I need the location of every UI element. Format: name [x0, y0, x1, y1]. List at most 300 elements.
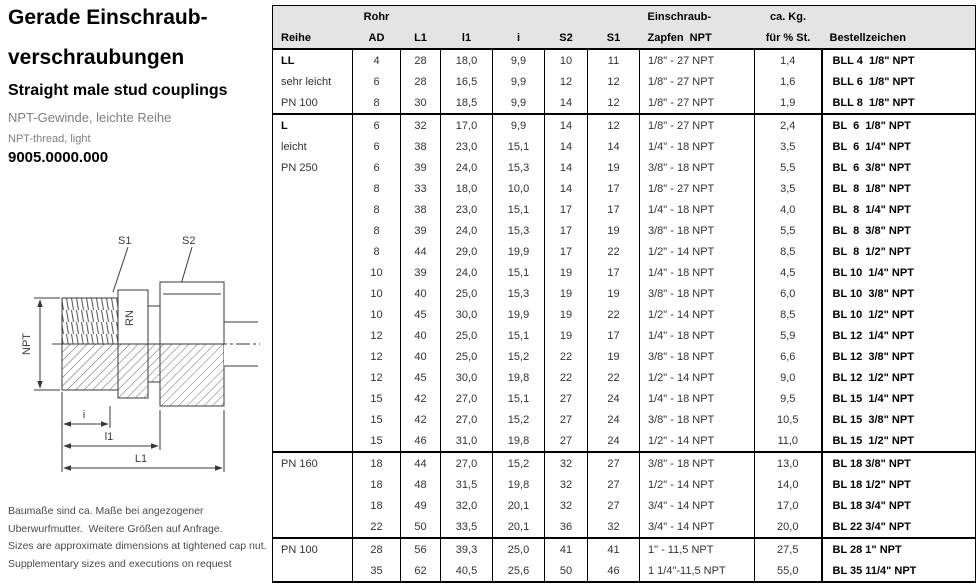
page-title-line1: Gerade Einschraub- [8, 6, 208, 29]
page-subtitle-en: Straight male stud couplings [8, 82, 228, 99]
cell-i: 20,1 [493, 495, 545, 516]
group-header-blank [822, 6, 976, 28]
drawing-dim-i: i [82, 409, 86, 421]
table-row [273, 114, 976, 136]
left-info-panel [0, 0, 272, 587]
cell-l1: 18,5 [441, 92, 493, 114]
cell-i: 9,9 [493, 114, 545, 136]
cell-l1: 30,0 [441, 304, 493, 325]
cell-L1: 40 [401, 283, 441, 304]
cell-L1: 39 [401, 262, 441, 283]
cell-L1: 28 [401, 71, 441, 92]
drawing-label-s2: S2 [182, 235, 196, 247]
cell-s1: 11 [588, 49, 640, 71]
cell-ad: 6 [353, 136, 401, 157]
table-row [273, 538, 976, 560]
cell-s1: 24 [588, 409, 640, 430]
footnote-line: Sizes are approximate dimensions at tightened cap nut. [8, 540, 267, 552]
table-row [273, 388, 976, 409]
cell-bestellzeichen: BL 10 3/8" NPT [822, 283, 976, 304]
cell-bestellzeichen: BL 15 3/8" NPT [822, 409, 976, 430]
table-row [273, 367, 976, 388]
cell-zapfen-npt: 1/8" - 27 NPT [640, 49, 755, 71]
cell-kg: 11,0 [755, 430, 822, 452]
cell-ad: 15 [353, 430, 401, 452]
footnotes [8, 503, 267, 573]
cell-bestellzeichen: BL 12 1/2" NPT [822, 367, 976, 388]
cell-reihe [273, 178, 353, 199]
cell-i: 20,1 [493, 516, 545, 538]
cell-kg: 20,0 [755, 516, 822, 538]
cell-kg: 1,9 [755, 92, 822, 114]
cell-ad: 8 [353, 241, 401, 262]
cell-ad: 10 [353, 262, 401, 283]
cell-reihe [273, 409, 353, 430]
cell-s2: 32 [545, 495, 588, 516]
column-header-l1: l1 [461, 31, 472, 44]
cell-bestellzeichen: BL 10 1/2" NPT [822, 304, 976, 325]
cell-ad: 8 [353, 220, 401, 241]
cell-s2: 10 [545, 49, 588, 71]
cell-s1: 24 [588, 430, 640, 452]
group-header-ca-kg: ca. Kg. [769, 10, 807, 23]
cell-ad: 12 [353, 346, 401, 367]
cell-i: 19,8 [493, 430, 545, 452]
table-row [273, 220, 976, 241]
cell-ad: 10 [353, 304, 401, 325]
cell-kg: 13,0 [755, 452, 822, 474]
column-header-zapfen-npt: Zapfen NPT [647, 31, 712, 44]
cell-L1: 33 [401, 178, 441, 199]
cell-s2: 14 [545, 157, 588, 178]
cell-zapfen-npt: 1/2" - 14 NPT [640, 367, 755, 388]
technical-drawing [10, 226, 262, 487]
cell-s2: 19 [545, 325, 588, 346]
cell-s1: 24 [588, 388, 640, 409]
cell-l1: 27,0 [441, 409, 493, 430]
cell-kg: 5,5 [755, 220, 822, 241]
column-header-s2: S2 [559, 31, 573, 44]
cell-l1: 39,3 [441, 538, 493, 560]
cell-i: 15,1 [493, 325, 545, 346]
cell-l1: 31,0 [441, 430, 493, 452]
cell-s1: 14 [588, 136, 640, 157]
column-header-i: i [516, 31, 521, 44]
cell-bestellzeichen: BL 6 1/8" NPT [822, 114, 976, 136]
cell-kg: 27,5 [755, 538, 822, 560]
cell-bestellzeichen: BL 18 1/2" NPT [822, 474, 976, 495]
cell-i: 9,9 [493, 49, 545, 71]
cell-L1: 30 [401, 92, 441, 114]
cell-L1: 28 [401, 49, 441, 71]
cell-zapfen-npt: 3/8" - 18 NPT [640, 452, 755, 474]
cell-kg: 6,6 [755, 346, 822, 367]
footnote-line: Supplementary sizes and executions on request [8, 557, 232, 570]
cell-kg: 3,5 [755, 178, 822, 199]
cell-i: 15,3 [493, 220, 545, 241]
table-area [272, 5, 976, 583]
cell-bestellzeichen: BL 8 3/8" NPT [822, 220, 976, 241]
cell-zapfen-npt: 1/8" - 27 NPT [640, 92, 755, 114]
cell-kg: 2,4 [755, 114, 822, 136]
cell-reihe [273, 367, 353, 388]
cell-L1: 45 [401, 304, 441, 325]
cell-L1: 38 [401, 199, 441, 220]
cell-bestellzeichen: BL 12 3/8" NPT [822, 346, 976, 367]
cell-kg: 8,5 [755, 241, 822, 262]
table-row [273, 495, 976, 516]
cell-kg: 8,5 [755, 304, 822, 325]
cell-L1: 46 [401, 430, 441, 452]
cell-l1: 16,5 [441, 71, 493, 92]
cell-l1: 31,5 [441, 474, 493, 495]
cell-s2: 17 [545, 199, 588, 220]
cell-reihe [273, 220, 353, 241]
cell-i: 10,0 [493, 178, 545, 199]
cell-l1: 25,0 [441, 325, 493, 346]
table-row [273, 262, 976, 283]
footnote-line: Uberwurfmutter. Weitere Größen auf Anfrage. [8, 522, 223, 535]
column-header-reihe: Reihe [281, 31, 311, 44]
cell-l1: 40,5 [441, 560, 493, 582]
cell-s2: 27 [545, 409, 588, 430]
cell-bestellzeichen: BL 18 3/8" NPT [822, 452, 976, 474]
table-group-header-row [273, 6, 976, 28]
cell-bestellzeichen: BL 28 1" NPT [822, 538, 976, 560]
cell-ad: 18 [353, 452, 401, 474]
cell-L1: 48 [401, 474, 441, 495]
cell-l1: 18,0 [441, 49, 493, 71]
cell-reihe: LL [281, 54, 295, 67]
table-row [273, 178, 976, 199]
cell-kg: 6,0 [755, 283, 822, 304]
cell-l1: 25,0 [441, 346, 493, 367]
cell-ad: 8 [353, 92, 401, 114]
cell-kg: 3,5 [755, 136, 822, 157]
cell-l1: 24,0 [441, 220, 493, 241]
cell-bestellzeichen: BL 6 3/8" NPT [822, 157, 976, 178]
cell-L1: 62 [401, 560, 441, 582]
cell-bestellzeichen: BL 22 3/4" NPT [822, 516, 976, 538]
cell-s1: 22 [588, 367, 640, 388]
column-header-L1: L1 [414, 31, 427, 44]
cell-kg: 55,0 [755, 560, 822, 582]
cell-L1: 45 [401, 367, 441, 388]
table-row [273, 346, 976, 367]
cell-l1: 33,5 [441, 516, 493, 538]
column-header-s1: S1 [606, 31, 621, 44]
cell-kg: 4,5 [755, 262, 822, 283]
cell-ad: 15 [353, 388, 401, 409]
drawing-label-npt: NPT [21, 333, 33, 355]
cell-kg: 1,6 [755, 71, 822, 92]
cell-s2: 14 [545, 178, 588, 199]
cell-ad: 28 [353, 538, 401, 560]
page-title-line2: verschraubungen [8, 46, 185, 69]
cell-l1: 23,0 [441, 136, 493, 157]
fittings-table [272, 5, 976, 583]
column-header-kg-per-st: für % St. [765, 31, 811, 44]
group-header-blank [401, 6, 640, 28]
cell-s2: 12 [545, 71, 588, 92]
table-row [273, 452, 976, 474]
cell-ad: 8 [353, 178, 401, 199]
cell-s1: 22 [588, 241, 640, 262]
cell-l1: 23,0 [441, 199, 493, 220]
cell-s2: 27 [545, 388, 588, 409]
cell-zapfen-npt: 1/2" - 14 NPT [640, 304, 755, 325]
group-header-rohr: Rohr [363, 10, 390, 23]
cell-L1: 40 [401, 325, 441, 346]
cell-zapfen-npt: 3/8" - 18 NPT [640, 346, 755, 367]
cell-s2: 17 [545, 220, 588, 241]
cell-s2: 14 [545, 114, 588, 136]
cell-zapfen-npt: 1 1/4"-11,5 NPT [640, 560, 755, 582]
cell-l1: 17,0 [441, 114, 493, 136]
cell-l1: 27,0 [441, 452, 493, 474]
cell-s1: 17 [588, 178, 640, 199]
cell-zapfen-npt: 1/4" - 18 NPT [640, 262, 755, 283]
cell-s1: 17 [588, 199, 640, 220]
cell-zapfen-npt: 1/4" - 18 NPT [640, 325, 755, 346]
cell-L1: 56 [401, 538, 441, 560]
cell-bestellzeichen: BL 15 1/4" NPT [822, 388, 976, 409]
cell-ad: 6 [353, 157, 401, 178]
cell-bestellzeichen: BL 10 1/4" NPT [822, 262, 976, 283]
table-header-row [273, 27, 976, 49]
cell-s2: 27 [545, 430, 588, 452]
cell-s2: 22 [545, 367, 588, 388]
cell-l1: 32,0 [441, 495, 493, 516]
cell-s1: 22 [588, 304, 640, 325]
cell-s1: 12 [588, 114, 640, 136]
cell-L1: 39 [401, 157, 441, 178]
cell-s2: 32 [545, 452, 588, 474]
cell-kg: 10,5 [755, 409, 822, 430]
cell-s1: 19 [588, 283, 640, 304]
cell-bestellzeichen: BL 12 1/4" NPT [822, 325, 976, 346]
table-row [273, 430, 976, 452]
table-section [273, 538, 976, 582]
table-section [273, 114, 976, 452]
cell-L1: 42 [401, 388, 441, 409]
cell-zapfen-npt: 1/8" - 27 NPT [640, 71, 755, 92]
cell-kg: 5,9 [755, 325, 822, 346]
cell-ad: 18 [353, 495, 401, 516]
cell-ad: 6 [353, 71, 401, 92]
cell-L1: 44 [401, 452, 441, 474]
cell-L1: 49 [401, 495, 441, 516]
cell-s1: 17 [588, 262, 640, 283]
cell-zapfen-npt: 1/4" - 18 NPT [640, 136, 755, 157]
cell-zapfen-npt: 1/4" - 18 NPT [640, 199, 755, 220]
cell-reihe [273, 495, 353, 516]
cell-i: 19,9 [493, 241, 545, 262]
cell-zapfen-npt: 1/2" - 14 NPT [640, 474, 755, 495]
cell-reihe: PN 100 [281, 543, 318, 556]
cell-i: 9,9 [493, 92, 545, 114]
cell-s2: 36 [545, 516, 588, 538]
cell-zapfen-npt: 3/8" - 18 NPT [640, 157, 755, 178]
cell-l1: 24,0 [441, 157, 493, 178]
cell-L1: 39 [401, 220, 441, 241]
cell-kg: 14,0 [755, 474, 822, 495]
drawing-label-rn: RN [124, 310, 136, 326]
cell-s2: 14 [545, 136, 588, 157]
cell-reihe: L [281, 119, 288, 132]
footnote-line: Baumaße sind ca. Maße bei angezogener [8, 505, 204, 517]
table-row [273, 304, 976, 325]
cell-s1: 32 [588, 516, 640, 538]
cell-zapfen-npt: 1/4" - 18 NPT [640, 388, 755, 409]
cell-i: 15,3 [493, 157, 545, 178]
table-row [273, 49, 976, 71]
cell-bestellzeichen: BL 6 1/4" NPT [822, 136, 976, 157]
cell-kg: 4,0 [755, 199, 822, 220]
table-header [273, 6, 976, 50]
cell-L1: 32 [401, 114, 441, 136]
cell-ad: 22 [353, 516, 401, 538]
cell-reihe [273, 346, 353, 367]
cell-i: 25,6 [493, 560, 545, 582]
part-number: 9005.0000.000 [8, 149, 109, 166]
table-row [273, 157, 976, 178]
cell-s2: 14 [545, 92, 588, 114]
cell-kg: 9,0 [755, 367, 822, 388]
table-row [273, 516, 976, 538]
cell-zapfen-npt: 1/2" - 14 NPT [640, 241, 755, 262]
cell-l1: 27,0 [441, 388, 493, 409]
cell-s2: 17 [545, 241, 588, 262]
cell-ad: 6 [353, 114, 401, 136]
cell-reihe [273, 241, 353, 262]
cell-s1: 27 [588, 452, 640, 474]
cell-s1: 12 [588, 92, 640, 114]
cell-zapfen-npt: 1/8" - 27 NPT [640, 178, 755, 199]
table-row [273, 283, 976, 304]
cell-zapfen-npt: 3/4" - 14 NPT [640, 495, 755, 516]
cell-s1: 27 [588, 495, 640, 516]
cell-bestellzeichen: BL 15 1/2" NPT [822, 430, 976, 452]
cell-l1: 18,0 [441, 178, 493, 199]
cell-kg: 5,5 [755, 157, 822, 178]
column-header-ad: AD [368, 31, 385, 44]
description-de: NPT-Gewinde, leichte Reihe [8, 110, 172, 125]
cell-kg: 17,0 [755, 495, 822, 516]
cell-i: 15,1 [493, 136, 545, 157]
cell-reihe [273, 325, 353, 346]
cell-zapfen-npt: 3/8" - 18 NPT [640, 409, 755, 430]
cell-reihe [273, 262, 353, 283]
cell-i: 15,1 [493, 388, 545, 409]
cell-ad: 10 [353, 283, 401, 304]
table-row [273, 71, 976, 92]
cell-L1: 50 [401, 516, 441, 538]
cell-s2: 32 [545, 474, 588, 495]
cell-ad: 4 [353, 49, 401, 71]
cell-i: 19,8 [493, 474, 545, 495]
cell-reihe: sehr leicht [281, 75, 332, 88]
cell-bestellzeichen: BLL 6 1/8" NPT [822, 71, 976, 92]
cell-i: 15,3 [493, 283, 545, 304]
drawing-dim-l1: l1 [104, 431, 114, 443]
cell-reihe [273, 388, 353, 409]
table-row [273, 325, 976, 346]
cell-i: 15,2 [493, 452, 545, 474]
cell-i: 15,2 [493, 409, 545, 430]
cell-zapfen-npt: 3/4" - 14 NPT [640, 516, 755, 538]
cell-reihe [273, 199, 353, 220]
cell-s2: 19 [545, 304, 588, 325]
cell-s2: 41 [545, 538, 588, 560]
drawing-label-s1: S1 [118, 235, 132, 247]
cell-kg: 1,4 [755, 49, 822, 71]
cell-reihe [273, 304, 353, 325]
cell-zapfen-npt: 3/8" - 18 NPT [640, 283, 755, 304]
cell-reihe [273, 283, 353, 304]
group-header-einschraub: Einschraub- [647, 10, 712, 23]
cell-ad: 12 [353, 325, 401, 346]
cell-l1: 24,0 [441, 262, 493, 283]
cell-L1: 38 [401, 136, 441, 157]
cell-i: 19,8 [493, 367, 545, 388]
cell-i: 25,0 [493, 538, 545, 560]
cell-i: 9,9 [493, 71, 545, 92]
cell-l1: 25,0 [441, 283, 493, 304]
description-en: NPT-thread, light [8, 133, 91, 145]
group-header-blank [273, 6, 353, 28]
cell-reihe [273, 516, 353, 538]
cell-s2: 19 [545, 262, 588, 283]
drawing-dim-L1: L1 [134, 453, 148, 465]
cell-s1: 19 [588, 346, 640, 367]
table-row [273, 92, 976, 114]
cell-kg: 9,5 [755, 388, 822, 409]
cell-reihe: leicht [281, 140, 307, 153]
cell-i: 15,1 [493, 199, 545, 220]
cell-bestellzeichen: BL 35 11/4" NPT [822, 560, 976, 582]
cell-s1: 19 [588, 220, 640, 241]
table-section [273, 452, 976, 538]
table-row [273, 560, 976, 582]
cell-s2: 50 [545, 560, 588, 582]
cell-bestellzeichen: BLL 8 1/8" NPT [822, 92, 976, 114]
cell-i: 15,2 [493, 346, 545, 367]
cell-reihe [273, 560, 353, 582]
cell-bestellzeichen: BLL 4 1/8" NPT [822, 49, 976, 71]
cell-reihe: PN 160 [281, 457, 318, 470]
cell-bestellzeichen: BL 8 1/2" NPT [822, 241, 976, 262]
cell-s1: 19 [588, 157, 640, 178]
cell-L1: 42 [401, 409, 441, 430]
cell-ad: 12 [353, 367, 401, 388]
cell-zapfen-npt: 1" - 11,5 NPT [640, 538, 755, 560]
cell-s1: 12 [588, 71, 640, 92]
cell-l1: 30,0 [441, 367, 493, 388]
cell-zapfen-npt: 3/8" - 18 NPT [640, 220, 755, 241]
cell-i: 19,9 [493, 304, 545, 325]
cell-zapfen-npt: 1/2" - 14 NPT [640, 430, 755, 452]
table-row [273, 199, 976, 220]
cell-ad: 8 [353, 199, 401, 220]
table-section [273, 49, 976, 114]
cell-s1: 17 [588, 325, 640, 346]
table-row [273, 409, 976, 430]
cell-ad: 15 [353, 409, 401, 430]
cell-s2: 22 [545, 346, 588, 367]
cell-s1: 46 [588, 560, 640, 582]
table-row [273, 241, 976, 262]
